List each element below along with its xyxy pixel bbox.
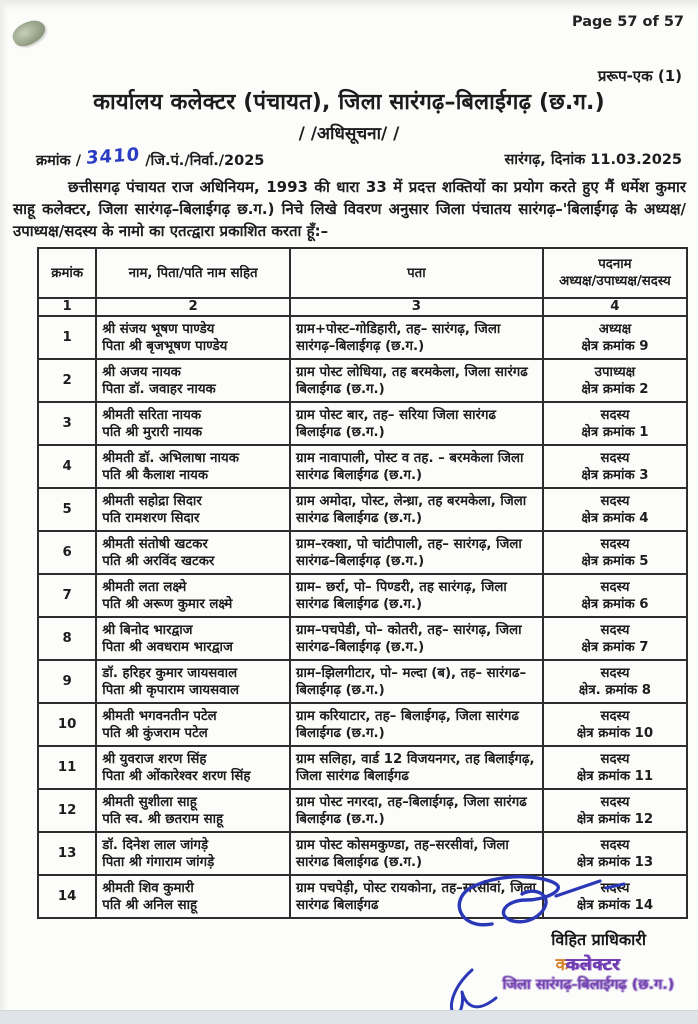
member-address: ग्राम नावापाली, पोस्ट व तह. – बरमकेला जिला सारंगढ बिलाईगढ (छ.ग.)	[290, 445, 543, 488]
member-name: श्रीमती संतोषी खटकर पति श्री अरविंद खटकर	[96, 531, 290, 574]
member-name: डॉ. हरिहर कुमार जायसवाल पिता श्री कृपाराम जायसवाल	[96, 660, 290, 703]
handwritten-serial-number: 3410	[85, 144, 141, 169]
member-name: श्रीमती सुशीला साहू पति स्व. श्री छतराम साहू	[96, 789, 290, 832]
member-serial: 13	[38, 832, 96, 875]
table-row	[38, 617, 687, 660]
scan-edge-bottom	[0, 1010, 698, 1024]
member-address: ग्राम अमोदा, पोस्ट, लेन्ध्रा, तह बरमकेला, जिला सारंगढ बिलाईगढ (छ.ग.)	[290, 488, 543, 531]
member-serial: 7	[38, 574, 96, 617]
table-row	[38, 316, 687, 359]
column-number-1: 1	[38, 298, 96, 316]
member-position: सदस्य क्षेत्र क्रमांक 13	[543, 832, 687, 875]
member-serial: 6	[38, 531, 96, 574]
district-stamp-text: जिला सारंगढ़-बिलाईगढ़ (छ.ग.)	[502, 977, 674, 993]
member-serial: 14	[38, 875, 96, 918]
table-header-row	[38, 248, 687, 298]
member-name: श्रीमती लता लक्ष्मे पति श्री अरूण कुमार लक्ष्मे	[96, 574, 290, 617]
reference-line	[36, 144, 682, 170]
form-number-label: प्ररूप-एक (1)	[597, 67, 682, 85]
member-serial: 2	[38, 359, 96, 402]
stamp-ghost-letter: क	[555, 955, 570, 975]
table-row	[38, 402, 687, 445]
members-table-head	[38, 248, 687, 316]
member-serial: 5	[38, 488, 96, 531]
authority-designation: विहित प्राधिकारी	[551, 930, 646, 949]
member-address: ग्राम पोस्ट नगरदा, तह–बिलाईगढ़, जिला सारंगढ बिलाईगढ (छ.ग.)	[290, 789, 543, 832]
member-address: ग्राम+पोस्ट–गोडिहारी, तह– सारंगढ़, जिला सारंगढ़–बिलाईगढ़ (छ.ग.)	[290, 316, 543, 359]
header-serial: क्रमांक	[38, 248, 96, 298]
member-serial: 9	[38, 660, 96, 703]
table-row	[38, 445, 687, 488]
member-position: सदस्य क्षेत्र क्रमांक 1	[543, 402, 687, 445]
member-name: श्रीमती भगवनतीन पटेल पति श्री कुंजराम पटेल	[96, 703, 290, 746]
member-position: सदस्य क्षेत्र क्रमांक 5	[543, 531, 687, 574]
table-row	[38, 703, 687, 746]
reference-number: क्रमांक / 3410 /जि.पं./निर्वा./2025	[36, 144, 265, 169]
place-and-date: सारंगढ़, दिनांक 11.03.2025	[504, 152, 682, 168]
member-name: श्री अजय नायक पिता डॉ. जवाहर नायक	[96, 359, 290, 402]
table-row	[38, 574, 687, 617]
handwritten-signature	[428, 872, 638, 934]
member-serial: 4	[38, 445, 96, 488]
column-number-2: 2	[96, 298, 290, 316]
member-address: ग्राम–रक्शा, पो चांटीपाली, तह– सारंगढ़, जिला सारंगढ–बिलाईगढ़ (छ.ग.)	[290, 531, 543, 574]
member-address: ग्राम पचपेड़ी, पोस्ट रायकोना, तह–सरसीवां, जिला सारंगढ बिलाईगढ	[290, 875, 543, 918]
office-title: कार्यालय कलेक्टर (पंचायत), जिला सारंगढ़–बिलाईगढ़ (छ.ग.)	[93, 90, 605, 115]
member-address: ग्राम सलिहा, वार्ड 12 विजयनगर, तह बिलाईगढ़, जिला सारंगढ बिलाईगढ	[290, 746, 543, 789]
members-table	[37, 247, 688, 919]
member-serial: 8	[38, 617, 96, 660]
member-serial: 11	[38, 746, 96, 789]
member-position: सदस्य क्षेत्र क्रमांक 14	[543, 875, 687, 918]
scan-edge-top	[0, 0, 698, 10]
column-number-4: 4	[543, 298, 687, 316]
table-row	[38, 660, 687, 703]
table-row	[38, 488, 687, 531]
member-position: सदस्य क्षेत्र क्रमांक 11	[543, 746, 687, 789]
member-position: अध्यक्ष क्षेत्र क्रमांक 9	[543, 316, 687, 359]
member-position: सदस्य क्षेत्र क्रमांक 3	[543, 445, 687, 488]
member-serial: 3	[38, 402, 96, 445]
member-position: उपाध्यक्ष क्षेत्र क्रमांक 2	[543, 359, 687, 402]
member-name: श्रीमती डॉ. अभिलाषा नायक पति श्री कैलाश नायक	[96, 445, 290, 488]
member-address: ग्राम करियाटार, तह– बिलाईगढ़, जिला सारंगढ बिलाईगढ (छ.ग.)	[290, 703, 543, 746]
header-name: नाम, पिता/पति नाम सहित	[96, 248, 290, 298]
member-name: श्री संजय भूषण पाण्डेय पिता श्री बृजभूषण पाण्डेय	[96, 316, 290, 359]
page-number: Page 57 of 57	[571, 14, 684, 30]
table-row	[38, 789, 687, 832]
member-name: श्री युवराज शरण सिंह पिता श्री ओंकारेश्वर शरण सिंह	[96, 746, 290, 789]
member-position: सदस्य क्षेत्र क्रमांक 4	[543, 488, 687, 531]
member-serial: 12	[38, 789, 96, 832]
member-position: सदस्य क्षेत्र क्रमांक 12	[543, 789, 687, 832]
header-address: पता	[290, 248, 543, 298]
member-serial: 1	[38, 316, 96, 359]
member-address: ग्राम पोस्ट बार, तह– सरिया जिला सारंगढ बिलाईगढ (छ.ग.)	[290, 402, 543, 445]
staple-pin-mark	[9, 15, 49, 50]
header-position: पदनाम अध्यक्ष/उपाध्यक्ष/सदस्य	[543, 248, 687, 298]
member-address: ग्राम–पचपेडी, पो– कोतरी, तह– सारंगढ़, जिला सारंगढ–बिलाईगढ़ (छ.ग.)	[290, 617, 543, 660]
member-address: ग्राम पोस्ट कोसमकुण्डा, तह–सरसीवां, जिला सारंगढ बिलाईगढ (छ.ग.)	[290, 832, 543, 875]
member-name: श्रीमती सहोद्रा सिदार पति रामशरण सिदार	[96, 488, 290, 531]
signature-block	[358, 868, 698, 1018]
member-address: ग्राम पोस्ट लोधिया, तह बरमकेला, जिला सारंगढ बिलाईगढ (छ.ग.)	[290, 359, 543, 402]
collector-stamp-text: ककलेक्टर	[555, 955, 620, 975]
member-name: श्रीमती शिव कुमारी पति श्री अनिल साहू	[96, 875, 290, 918]
member-address: ग्राम– छर्रा, पो– पिण्डरी, तह सारंगढ़, जिला सारंगढ बिलाईगढ (छ.ग.)	[290, 574, 543, 617]
table-row	[38, 359, 687, 402]
column-number-row	[38, 298, 687, 316]
member-position: सदस्य क्षेत्र क्रमांक 6	[543, 574, 687, 617]
member-position: सदस्य क्षेत्र क्रमांक 7	[543, 617, 687, 660]
column-number-3: 3	[290, 298, 543, 316]
member-name: डॉ. दिनेश लाल जांगड़े पिता श्री गंगाराम जांगड़े	[96, 832, 290, 875]
member-rows	[38, 316, 687, 918]
scan-edge-left	[0, 0, 8, 1024]
member-name: श्रीमती सरिता नायक पति श्री मुरारी नायक	[96, 402, 290, 445]
member-serial: 10	[38, 703, 96, 746]
notification-subtitle: / /अधिसूचना/ /	[298, 124, 400, 144]
member-position: सदस्य क्षेत्र. क्रमांक 8	[543, 660, 687, 703]
notification-body-text: छत्तीसगढ़ पंचायत राज अधिनियम, 1993 की धारा 33 में प्रदत्त शक्तियों का प्रयोग करते हुए मैं धर्मेश कुमार साहू कलेक्टर, जिला सारंगढ़–बिलाईगढ़ छ.ग.) निचे लिखे विवरण अनुसार जिला पंचातय सारंगढ़–'बिलाईगढ़ के अध्यक्ष/उपाध्यक्ष/सदस्य के नामो का एतत्द्वारा प्रकाशित करता हूँ:–	[13, 178, 686, 240]
member-address: ग्राम–झिलगीटार, पो– मल्दा (ब), तह– सारंगढ–बिलाईगढ़ (छ.ग.)	[290, 660, 543, 703]
member-position: सदस्य क्षेत्र क्रमांक 10	[543, 703, 687, 746]
member-name: श्री बिनोद भारद्वाज पिता श्री अवधराम भारद्वाज	[96, 617, 290, 660]
table-row	[38, 531, 687, 574]
table-row	[38, 746, 687, 789]
